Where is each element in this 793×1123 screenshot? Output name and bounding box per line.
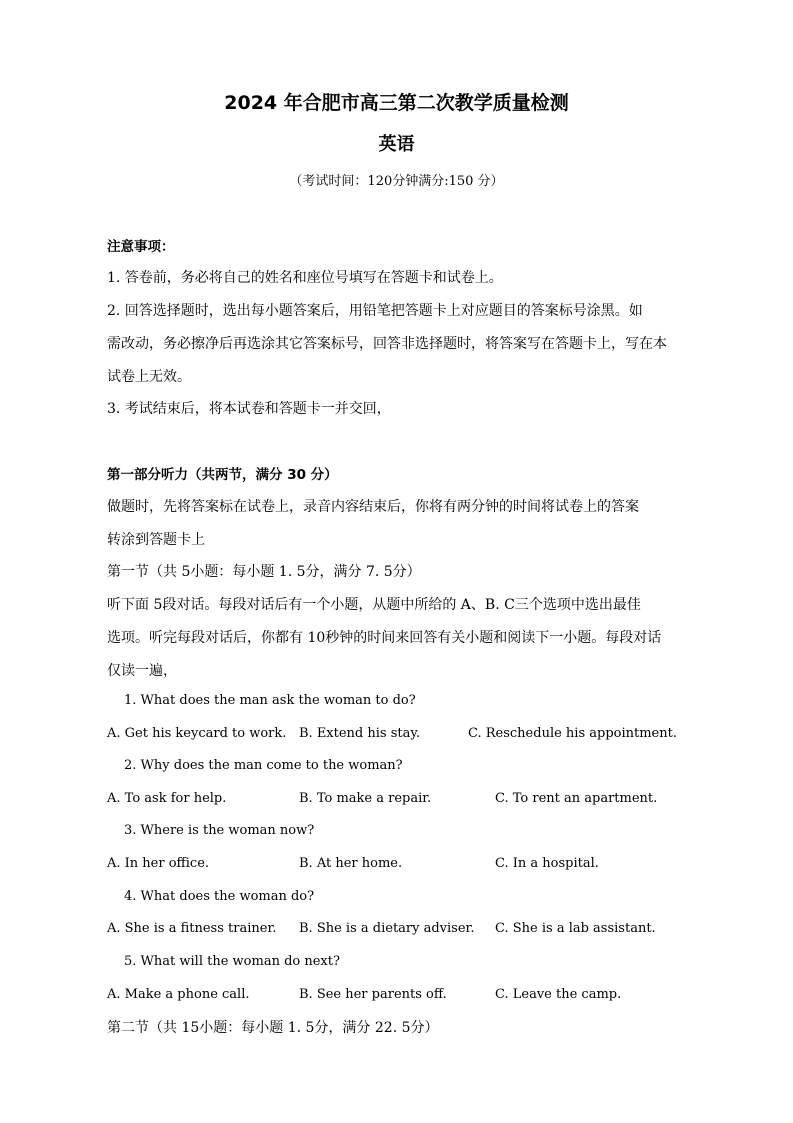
section1-directions-line-2: 选项。听完每段对话后，你都有 10秒钟的时间来回答有关小题和阅读下一小题。每段对话	[107, 630, 662, 646]
question-5-option-a: A. Make a phone call.	[107, 987, 250, 1002]
part1-heading: 第一部分听力（共两节，满分 30 分）	[107, 467, 338, 483]
question-2: 2. Why does the man come to the woman?	[124, 758, 403, 773]
question-1-option-c: C. Reschedule his appointment.	[468, 726, 677, 741]
part1-intro-line-2: 转涂到答题卡上	[107, 532, 205, 548]
question-5-option-b: B. See her parents off.	[299, 987, 447, 1002]
part1-intro-line-1: 做题时，先将答案标在试卷上，录音内容结束后，你将有两分钟的时间将试卷上的答案	[107, 499, 639, 515]
note-item-1: 1. 答卷前，务必将自己的姓名和座位号填写在答题卡和试卷上。	[107, 270, 503, 286]
section2-heading: 第二节（共 15小题：每小题 1. 5分，满分 22. 5分）	[107, 1020, 439, 1036]
question-3-option-b: B. At her home.	[299, 856, 403, 871]
question-4: 4. What does the woman do?	[124, 889, 315, 904]
question-1: 1. What does the man ask the woman to do?	[124, 693, 416, 708]
note-item-2-line-3: 试卷上无效。	[107, 369, 191, 385]
subject-title: 英语	[378, 134, 415, 155]
page-title: 2024 年合肥市高三第二次教学质量检测	[224, 92, 569, 114]
question-3-option-c: C. In a hospital.	[495, 856, 599, 871]
question-4-option-a: A. She is a fitness trainer.	[107, 921, 277, 936]
section1-directions-line-3: 仅读一遍，	[107, 663, 177, 679]
note-item-2-line-1: 2. 回答选择题时，选出每小题答案后，用铅笔把答题卡上对应题目的答案标号涂黑。如	[107, 303, 643, 319]
question-3: 3. Where is the woman now?	[124, 823, 315, 838]
question-1-option-b: B. Extend his stay.	[299, 726, 421, 741]
question-5-option-c: C. Leave the camp.	[495, 987, 622, 1002]
question-4-option-c: C. She is a lab assistant.	[495, 921, 656, 936]
question-2-option-a: A. To ask for help.	[107, 791, 227, 806]
note-item-3: 3. 考试结束后，将本试卷和答题卡一并交回，	[107, 401, 391, 417]
question-2-option-c: C. To rent an apartment.	[495, 791, 658, 806]
notes-heading: 注意事项：	[107, 239, 175, 255]
question-2-option-b: B. To make a repair.	[299, 791, 432, 806]
question-4-option-b: B. She is a dietary adviser.	[299, 921, 475, 936]
exam-info: （考试时间：120分钟满分:150 分）	[289, 174, 504, 189]
question-1-option-a: A. Get his keycard to work.	[107, 726, 287, 741]
note-item-2-line-2: 需改动，务必擦净后再选涂其它答案标号，回答非选择题时，将答案写在答题卡上，写在本	[107, 336, 667, 352]
question-5: 5. What will the woman do next?	[124, 954, 340, 969]
section1-heading: 第一节（共 5小题：每小题 1. 5分，满分 7. 5分）	[107, 564, 421, 580]
section1-directions-line-1: 听下面 5段对话。每段对话后有一个小题，从题中所给的 A、B. C三个选项中选出最佳	[107, 597, 641, 613]
question-3-option-a: A. In her office.	[107, 856, 210, 871]
